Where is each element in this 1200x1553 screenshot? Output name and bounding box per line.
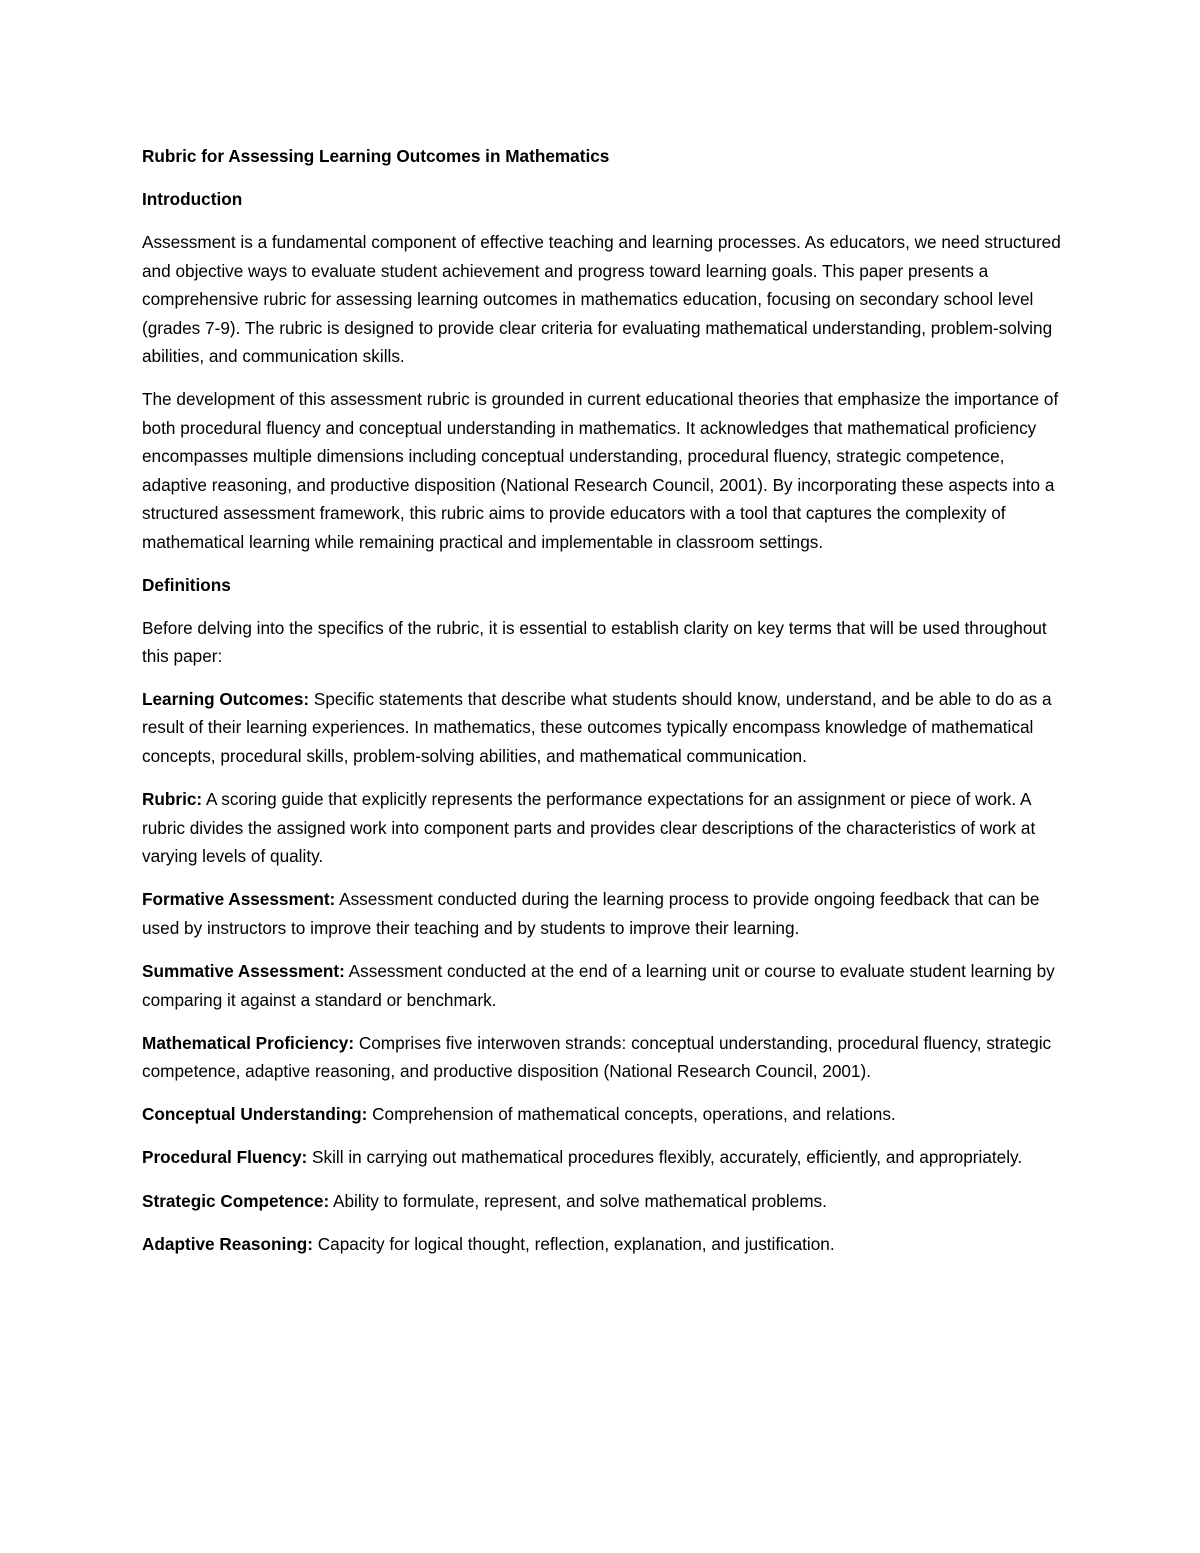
definition-text: Assessment conducted during the learning process to provide ongoing feedback that can be used by instructors to improve their teaching and by students to improve their learning. xyxy=(142,889,1040,938)
introduction-paragraph-2: The development of this assessment rubric is grounded in current educational theories that emphasize the importance of both procedural fluency and conceptual understanding in mathematics. It acknowledges that mathematical proficiency encompasses multiple dimensions including conceptual understanding, procedural fluency, strategic competence, adaptive reasoning, and productive disposition (National Research Council, 2001). By incorporating these aspects into a structured assessment framework, this rubric aims to provide educators with a tool that captures the complexity of mathematical learning while remaining practical and implementable in classroom settings. xyxy=(142,388,1059,552)
document-title: Rubric for Assessing Learning Outcomes in Mathematics xyxy=(142,146,610,166)
heading-introduction: Introduction xyxy=(142,189,243,209)
definition-term: Formative Assessment: xyxy=(142,889,336,910)
definitions-intro: Before delving into the specifics of the rubric, it is essential to establish clarity on key terms that will be used throughout this paper: xyxy=(142,617,1047,667)
definition-text: Skill in carrying out mathematical procedures flexibly, accurately, efficiently, and appropriately. xyxy=(307,1147,1023,1168)
definition-term: Mathematical Proficiency: xyxy=(142,1032,355,1053)
definition-rubric xyxy=(142,785,1067,871)
definition-mathematical-proficiency xyxy=(142,1029,1067,1086)
definition-text: A scoring guide that explicitly represents the performance expectations for an assignment or piece of work. A rubric divides the assigned work into component parts and provides clear descriptions of the characteristics of work at varying levels of quality. xyxy=(142,789,1036,867)
definition-term: Learning Outcomes: xyxy=(142,688,310,709)
definition-adaptive-reasoning xyxy=(142,1230,1067,1259)
introduction-paragraph-1: Assessment is a fundamental component of effective teaching and learning processes. As educators, we need structured and objective ways to evaluate student achievement and progress toward learning goals. This paper presents a comprehensive rubric for assessing learning outcomes in mathematics education, focusing on secondary school level (grades 7-9). The rubric is designed to provide clear criteria for evaluating mathematical understanding, problem-solving abilities, and communication skills. xyxy=(142,232,1061,367)
definition-term: Procedural Fluency: xyxy=(142,1147,308,1168)
definition-summative-assessment xyxy=(142,957,1067,1014)
definition-term: Conceptual Understanding: xyxy=(142,1104,368,1125)
heading-definitions: Definitions xyxy=(142,574,231,595)
definition-conceptual-understanding xyxy=(142,1100,1067,1129)
definition-text: Capacity for logical thought, reflection, explanation, and justification. xyxy=(312,1233,835,1254)
definition-learning-outcomes xyxy=(142,685,1067,771)
definition-text: Specific statements that describe what students should know, understand, and be able to do as a result of their learning experiences. In mathematics, these outcomes typically encompass knowledge of mathematical concepts, procedural skills, problem-solving abilities, and mathematical communication. xyxy=(142,688,1052,766)
definition-text: Ability to formulate, represent, and solve mathematical problems. xyxy=(329,1190,827,1211)
definition-text: Comprises five interwoven strands: conceptual understanding, procedural fluency, strategic competence, adaptive reasoning, and productive disposition (National Research Council, 2001). xyxy=(142,1032,1052,1082)
definition-procedural-fluency xyxy=(142,1143,1067,1172)
definition-term: Adaptive Reasoning: xyxy=(142,1233,313,1254)
definition-term: Strategic Competence: xyxy=(142,1190,330,1211)
definition-term: Summative Assessment: xyxy=(142,960,345,981)
document-page xyxy=(142,142,1067,1273)
definition-text: Assessment conducted at the end of a learning unit or course to evaluate student learning by comparing it against a standard or benchmark. xyxy=(142,960,1055,1010)
definition-term: Rubric: xyxy=(142,789,203,809)
definition-text: Comprehension of mathematical concepts, operations, and relations. xyxy=(367,1104,896,1125)
definition-strategic-competence xyxy=(142,1187,1067,1216)
definition-formative-assessment xyxy=(142,885,1067,942)
